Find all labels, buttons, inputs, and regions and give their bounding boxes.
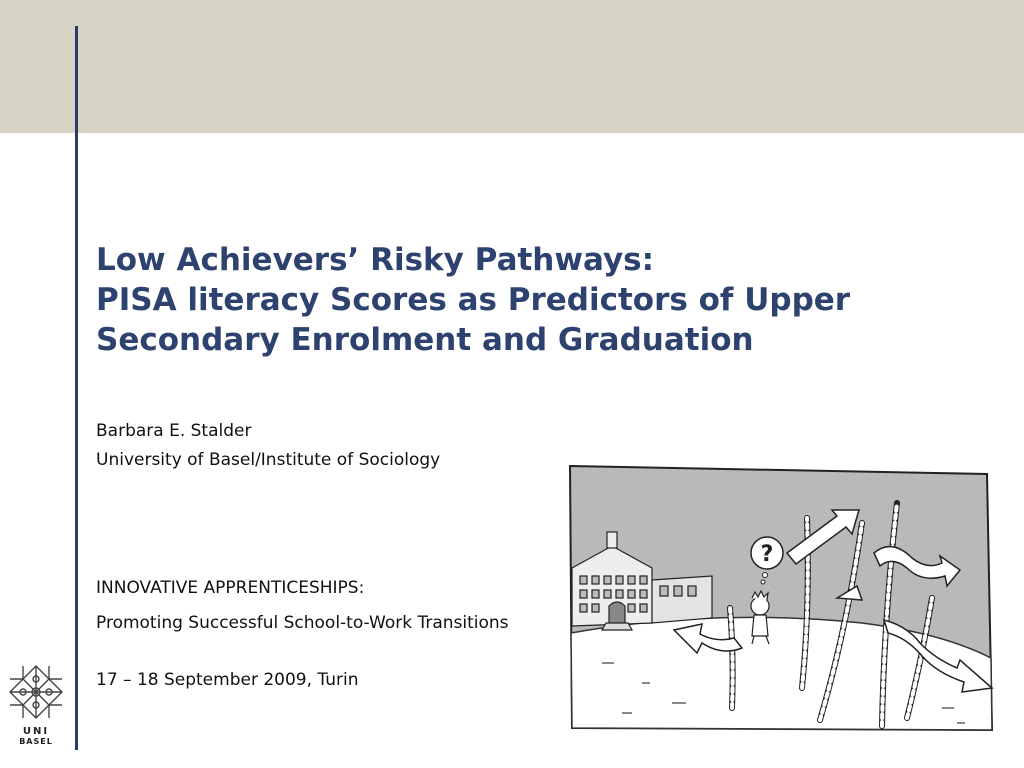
slide-title [96, 240, 976, 360]
logo-text-basel: BASEL [19, 737, 53, 746]
logo-text-uni: UNI [22, 726, 50, 737]
basel-emblem-icon [6, 662, 66, 724]
author-affiliation: University of Basel/Institute of Sociology [96, 450, 441, 470]
title-line-1: Low Achievers’ Risky Pathways: [96, 242, 655, 278]
university-logo [6, 662, 66, 746]
conference-date-place: 17 – 18 September 2009, Turin [96, 670, 359, 690]
title-line-2: PISA literacy Scores as Predictors of Upper [96, 282, 851, 318]
student-figure [751, 591, 769, 644]
question-mark-icon: ? [760, 542, 774, 567]
vertical-rule [75, 26, 78, 750]
header-band [0, 0, 1024, 133]
conference-subtitle: Promoting Successful School-to-Work Transitions [96, 613, 509, 633]
conference-name: INNOVATIVE APPRENTICESHIPS: [96, 578, 365, 598]
author-name: Barbara E. Stalder [96, 421, 252, 441]
pathways-cartoon-illustration [562, 458, 1002, 740]
title-line-3: Secondary Enrolment and Graduation [96, 322, 754, 358]
